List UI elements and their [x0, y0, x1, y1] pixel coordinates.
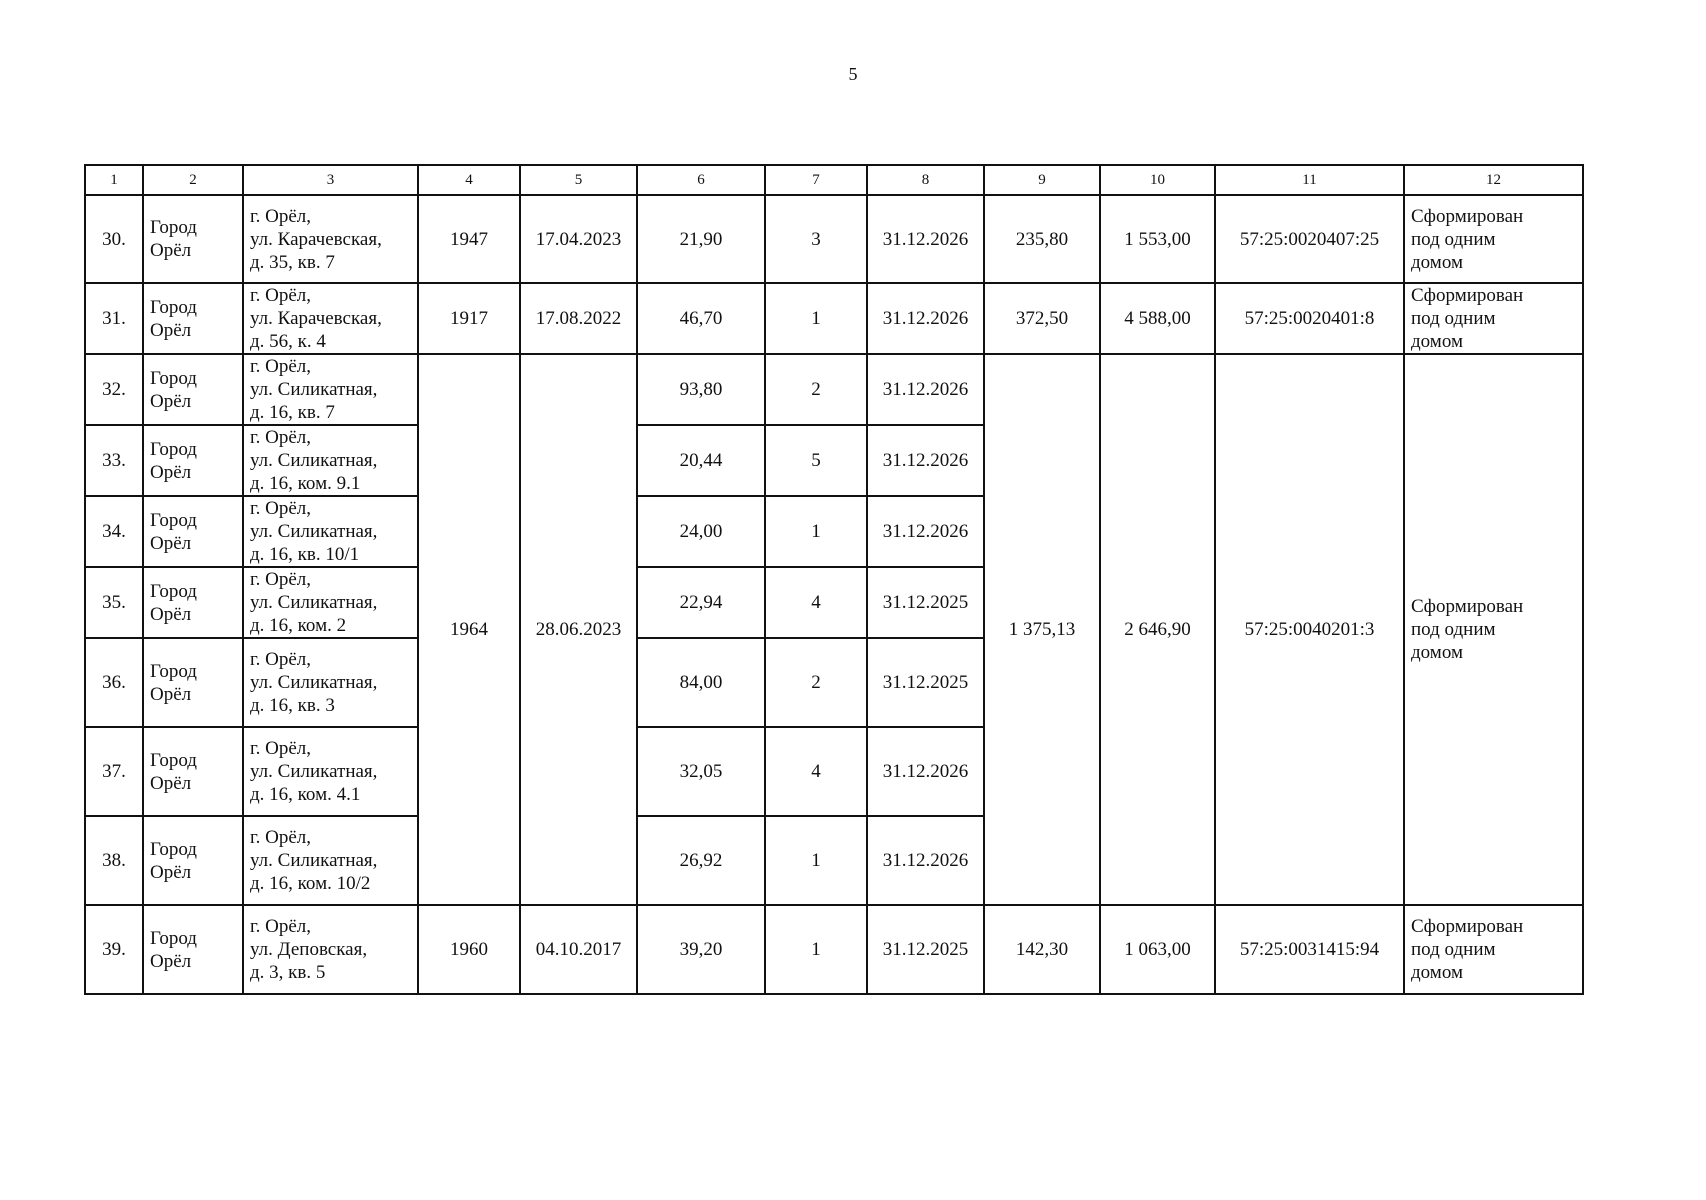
deadline-cell: 31.12.2026	[867, 496, 984, 567]
page-number: 5	[848, 64, 858, 84]
city-cell: Город Орёл	[143, 283, 243, 354]
residents-cell: 2	[765, 638, 867, 727]
housing-registry-table	[84, 164, 1584, 995]
deadline-cell: 31.12.2026	[867, 354, 984, 425]
row-number: 37.	[85, 727, 143, 816]
column-header: 9	[984, 165, 1100, 195]
deadline-cell: 31.12.2025	[867, 638, 984, 727]
column-header: 8	[867, 165, 984, 195]
land-area-cell: 1 063,00	[1100, 905, 1215, 994]
column-header: 11	[1215, 165, 1404, 195]
year-cell: 1917	[418, 283, 520, 354]
address-cell: г. Орёл, ул. Силикатная, д. 16, ком. 9.1	[243, 425, 418, 496]
address-cell: г. Орёл, ул. Силикатная, д. 16, кв. 10/1	[243, 496, 418, 567]
residents-cell: 3	[765, 195, 867, 283]
residents-cell: 1	[765, 905, 867, 994]
city-cell: Город Орёл	[143, 496, 243, 567]
city-cell: Город Орёл	[143, 567, 243, 638]
residents-cell: 5	[765, 425, 867, 496]
row-number: 30.	[85, 195, 143, 283]
house-area-cell: 142,30	[984, 905, 1100, 994]
row-number: 32.	[85, 354, 143, 425]
table-row	[85, 195, 1583, 283]
column-header: 6	[637, 165, 765, 195]
address-cell: г. Орёл, ул. Силикатная, д. 16, ком. 4.1	[243, 727, 418, 816]
column-header: 12	[1404, 165, 1583, 195]
area-cell: 22,94	[637, 567, 765, 638]
merged-house-area-cell: 1 375,13	[984, 354, 1100, 905]
column-header: 10	[1100, 165, 1215, 195]
row-number: 38.	[85, 816, 143, 905]
residents-cell: 1	[765, 496, 867, 567]
row-number: 33.	[85, 425, 143, 496]
area-cell: 24,00	[637, 496, 765, 567]
year-cell: 1947	[418, 195, 520, 283]
table-row	[85, 283, 1583, 354]
row-number: 36.	[85, 638, 143, 727]
deadline-cell: 31.12.2026	[867, 425, 984, 496]
residents-cell: 1	[765, 816, 867, 905]
residents-cell: 4	[765, 727, 867, 816]
table-row	[85, 354, 1583, 425]
column-header: 5	[520, 165, 637, 195]
address-cell: г. Орёл, ул. Силикатная, д. 16, ком. 10/2	[243, 816, 418, 905]
area-cell: 21,90	[637, 195, 765, 283]
residents-cell: 1	[765, 283, 867, 354]
address-cell: г. Орёл, ул. Силикатная, д. 16, ком. 2	[243, 567, 418, 638]
area-cell: 39,20	[637, 905, 765, 994]
city-cell: Город Орёл	[143, 905, 243, 994]
deadline-cell: 31.12.2026	[867, 283, 984, 354]
deadline-cell: 31.12.2026	[867, 727, 984, 816]
date-cell: 17.08.2022	[520, 283, 637, 354]
deadline-cell: 31.12.2026	[867, 816, 984, 905]
date-cell: 04.10.2017	[520, 905, 637, 994]
address-cell: г. Орёл, ул. Силикатная, д. 16, кв. 7	[243, 354, 418, 425]
city-cell: Город Орёл	[143, 195, 243, 283]
column-number-row	[85, 165, 1583, 195]
area-cell: 84,00	[637, 638, 765, 727]
row-number: 34.	[85, 496, 143, 567]
deadline-cell: 31.12.2025	[867, 905, 984, 994]
city-cell: Город Орёл	[143, 638, 243, 727]
status-cell: Сформирован под одним домом	[1404, 195, 1583, 283]
row-number: 35.	[85, 567, 143, 638]
merged-land-area-cell: 2 646,90	[1100, 354, 1215, 905]
deadline-cell: 31.12.2026	[867, 195, 984, 283]
city-cell: Город Орёл	[143, 354, 243, 425]
area-cell: 46,70	[637, 283, 765, 354]
date-cell: 17.04.2023	[520, 195, 637, 283]
status-cell: Сформирован под одним домом	[1404, 905, 1583, 994]
merged-status-cell: Сформирован под одним домом	[1404, 354, 1583, 905]
area-cell: 26,92	[637, 816, 765, 905]
deadline-cell: 31.12.2025	[867, 567, 984, 638]
house-area-cell: 372,50	[984, 283, 1100, 354]
city-cell: Город Орёл	[143, 816, 243, 905]
address-cell: г. Орёл, ул. Карачевская, д. 56, к. 4	[243, 283, 418, 354]
address-cell: г. Орёл, ул. Карачевская, д. 35, кв. 7	[243, 195, 418, 283]
city-cell: Город Орёл	[143, 727, 243, 816]
column-header: 7	[765, 165, 867, 195]
area-cell: 93,80	[637, 354, 765, 425]
merged-year-cell: 1964	[418, 354, 520, 905]
row-number: 39.	[85, 905, 143, 994]
area-cell: 20,44	[637, 425, 765, 496]
column-header: 1	[85, 165, 143, 195]
residents-cell: 4	[765, 567, 867, 638]
cadastral-cell: 57:25:0020407:25	[1215, 195, 1404, 283]
land-area-cell: 4 588,00	[1100, 283, 1215, 354]
year-cell: 1960	[418, 905, 520, 994]
address-cell: г. Орёл, ул. Силикатная, д. 16, кв. 3	[243, 638, 418, 727]
table-row	[85, 905, 1583, 994]
merged-date-cell: 28.06.2023	[520, 354, 637, 905]
status-cell: Сформирован под одним домом	[1404, 283, 1583, 354]
column-header: 3	[243, 165, 418, 195]
cadastral-cell: 57:25:0031415:94	[1215, 905, 1404, 994]
city-cell: Город Орёл	[143, 425, 243, 496]
column-header: 2	[143, 165, 243, 195]
row-number: 31.	[85, 283, 143, 354]
area-cell: 32,05	[637, 727, 765, 816]
residents-cell: 2	[765, 354, 867, 425]
address-cell: г. Орёл, ул. Деповская, д. 3, кв. 5	[243, 905, 418, 994]
cadastral-cell: 57:25:0020401:8	[1215, 283, 1404, 354]
merged-cadastral-cell: 57:25:0040201:3	[1215, 354, 1404, 905]
column-header: 4	[418, 165, 520, 195]
house-area-cell: 235,80	[984, 195, 1100, 283]
land-area-cell: 1 553,00	[1100, 195, 1215, 283]
